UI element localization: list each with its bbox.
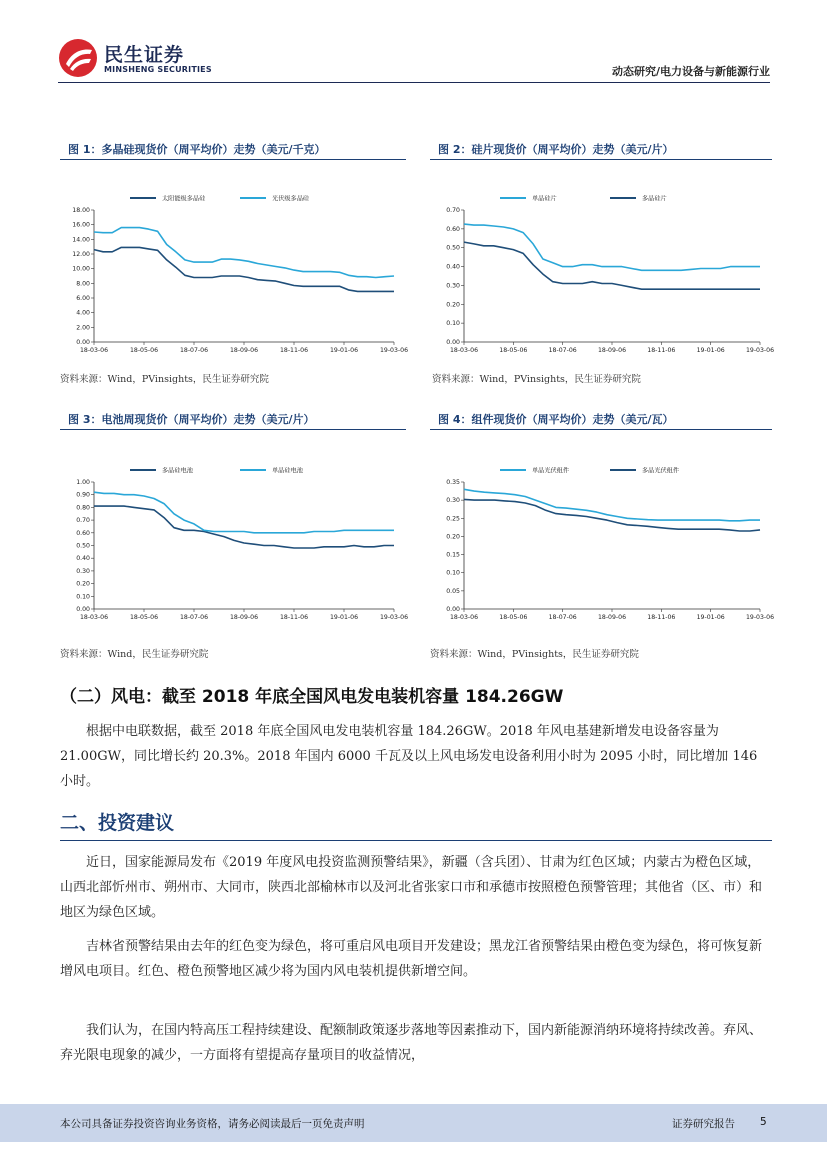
figure-1-title: 图 1：多晶硅现货价（周平均价）走势（美元/千克） [60,140,406,160]
investment-section-heading: 二、投资建议 [60,812,175,834]
x-tick-label: 18-03-06 [79,347,109,354]
x-tick-label: 18-03-06 [79,614,109,621]
series-line-light [464,224,760,270]
y-tick-label: 0.10 [446,569,460,577]
x-tick-label: 18-09-06 [597,614,627,621]
x-tick-label: 18-09-06 [597,347,627,354]
series-line-light [464,489,760,521]
x-tick-label: 18-11-06 [279,614,309,621]
y-tick-label: 18.00 [72,207,90,214]
y-tick-label: 0.05 [446,587,460,595]
x-tick-label: 18-09-06 [229,614,259,621]
x-tick-label: 18-05-06 [499,347,528,354]
x-tick-label: 18-03-06 [449,347,479,354]
y-tick-label: 0.50 [446,244,460,252]
y-tick-label: 4.00 [76,309,90,317]
wind-paragraph: 根据中电联数据，截至 2018 年底全国风电发电装机容量 184.26GW。2018 年风电基建新增发电设备容量为 21.00GW，同比增长约 20.3%。2018 年国内 6000 千瓦及以上风电场发电设备利用小时为 2095 小时，同比增加 146 小时。 [60,724,758,789]
y-tick-label: 0.40 [76,555,90,563]
legend-label: 单晶硅电池 [272,467,303,475]
figure-3-source: 资料来源：Wind，民生证券研究院 [60,649,209,660]
y-tick-label: 0.00 [446,606,460,613]
legend-label: 光伏级多晶硅 [272,195,310,203]
x-tick-label: 19-01-06 [329,614,359,621]
y-tick-label: 0.90 [76,491,90,499]
wind-section-heading: （二）风电：截至 2018 年底全国风电发电装机容量 184.26GW [60,687,564,707]
report-category: 动态研究/电力设备与新能源行业 [611,65,770,78]
page-number: 5 [760,1116,767,1128]
page-header [0,0,827,90]
footer-report-type: 证券研究报告 [672,1118,735,1130]
y-tick-label: 0.30 [446,497,460,505]
section-divider [60,840,772,841]
y-tick-label: 12.00 [72,251,90,258]
series-line-dark [464,242,760,289]
y-tick-label: 0.30 [76,567,90,575]
x-tick-label: 19-01-06 [696,347,725,354]
y-tick-label: 0.30 [446,282,460,290]
y-tick-label: 0.00 [76,339,90,346]
y-tick-label: 0.80 [76,504,90,512]
legend-label: 太阳能级多晶硅 [162,195,206,203]
investment-paragraph-2-block [60,934,772,984]
series-line-dark [94,247,394,291]
x-tick-label: 18-11-06 [647,614,676,621]
figure-2-source: 资料来源：Wind，PVinsights，民生证券研究院 [432,374,641,385]
investment-paragraph-1-block [60,850,772,925]
x-tick-label: 19-01-06 [696,614,725,621]
logo-text-en: MINSHENG SECURITIES [104,65,212,74]
figure-3-title: 图 3：电池周现货价（周平均价）走势（美元/片） [60,410,406,430]
page-footer [0,1104,827,1142]
legend-label: 多晶硅电池 [162,467,193,475]
y-tick-label: 0.15 [446,551,460,559]
y-tick-label: 0.70 [446,207,460,214]
y-tick-label: 0.10 [76,593,90,601]
y-tick-label: 0.20 [446,301,460,309]
x-tick-label: 19-03-06 [745,347,775,354]
y-tick-label: 0.25 [446,515,460,523]
x-tick-label: 18-09-06 [229,347,259,354]
x-tick-label: 19-03-06 [379,614,409,621]
y-tick-label: 0.00 [76,606,90,613]
y-tick-label: 1.00 [76,479,90,486]
figure-1-source: 资料来源：Wind，PVinsights，民生证券研究院 [60,374,269,385]
figure-4-source: 资料来源：Wind，PVinsights，民生证券研究院 [430,649,639,660]
x-tick-label: 18-11-06 [647,347,676,354]
figure-2-title: 图 2：硅片现货价（周平均价）走势（美元/片） [430,140,772,160]
investment-paragraph-3: 我们认为，在国内特高压工程持续建设、配额制政策逐步落地等因素推动下，国内新能源消纳环境将持续改善。弃风、弃光限电现象的减少，一方面将有望提高存量项目的收益情况， [60,1023,763,1063]
y-tick-label: 0.20 [446,533,460,541]
legend-label: 单晶硅片 [532,195,557,203]
x-tick-label: 19-03-06 [745,614,775,621]
x-tick-label: 18-05-06 [129,614,159,621]
logo-text-cn: 民生证券 [104,44,185,66]
y-tick-label: 16.00 [72,221,90,229]
y-tick-label: 2.00 [76,324,90,332]
x-tick-label: 18-07-06 [548,347,577,354]
x-tick-label: 18-05-06 [129,347,159,354]
figure-4-title: 图 4：组件现货价（周平均价）走势（美元/瓦） [430,410,772,430]
y-tick-label: 14.00 [72,236,90,244]
polysilicon-price-chart [60,188,409,358]
wafer-price-chart [430,188,775,358]
series-line-dark [94,506,394,548]
legend-label: 多晶光伏组件 [642,467,680,475]
y-tick-label: 0.50 [76,542,90,550]
wind-section-body [60,719,772,794]
y-tick-label: 0.70 [76,517,90,525]
x-tick-label: 18-05-06 [499,614,528,621]
x-tick-label: 19-03-06 [379,347,409,354]
y-tick-label: 0.10 [446,320,460,328]
investment-paragraph-1: 近日，国家能源局发布《2019 年度风电投资监测预警结果》，新疆（含兵团）、甘肃为红色区域；内蒙古为橙色区域，山西北部忻州市、朔州市、大同市，陕西北部榆林市以及河北省张家口市和承德市按照橙色预警管理；其他省（区、市）和地区为绿色区域。 [60,855,763,920]
y-tick-label: 0.35 [446,479,460,486]
x-tick-label: 19-01-06 [329,347,359,354]
y-tick-label: 0.40 [446,263,460,271]
y-tick-label: 8.00 [76,280,90,288]
y-tick-label: 0.60 [76,529,90,537]
y-tick-label: 6.00 [76,295,90,302]
x-tick-label: 18-07-06 [179,347,209,354]
footer-disclaimer: 本公司具备证券投资咨询业务资格，请务必阅读最后一页免责声明 [60,1118,365,1130]
cell-price-chart [60,460,409,625]
y-tick-label: 0.00 [446,339,460,346]
investment-paragraph-3-block [60,1018,772,1068]
y-tick-label: 0.20 [76,580,90,588]
y-tick-label: 10.00 [72,265,90,273]
legend-label: 多晶硅片 [642,195,667,203]
series-line-light [94,492,394,533]
x-tick-label: 18-07-06 [548,614,577,621]
investment-paragraph-2: 吉林省预警结果由去年的红色变为绿色，将可重启风电项目开发建设；黑龙江省预警结果由橙色变为绿色，将可恢复新增风电项目。红色、橙色预警地区减少将为国内风电装机提供新增空间。 [60,939,763,979]
series-line-light [94,228,394,278]
x-tick-label: 18-11-06 [279,347,309,354]
minsheng-logo-icon [58,38,98,78]
legend-label: 单晶光伏组件 [532,467,570,475]
module-price-chart [430,460,775,625]
x-tick-label: 18-03-06 [449,614,479,621]
header-divider [58,82,770,83]
x-tick-label: 18-07-06 [179,614,209,621]
y-tick-label: 0.60 [446,225,460,233]
